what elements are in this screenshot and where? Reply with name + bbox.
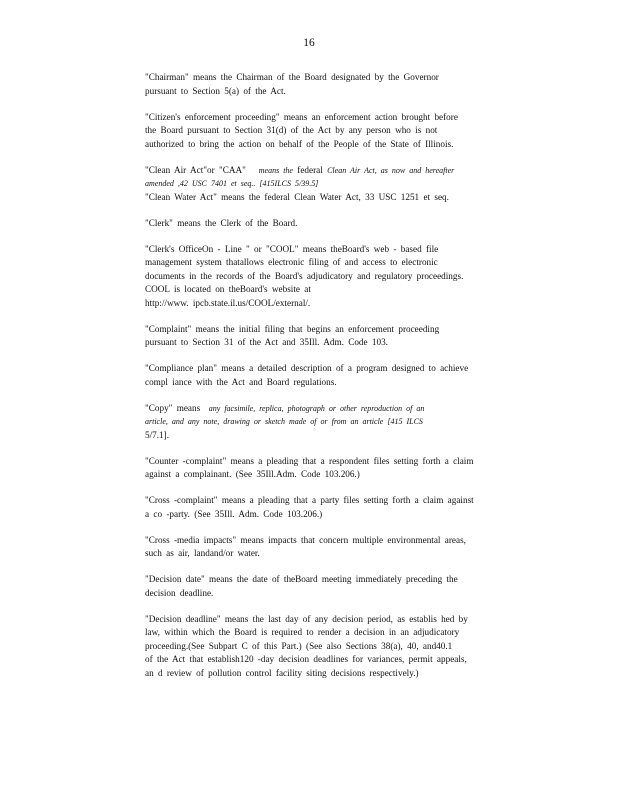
definition-line: [145, 164, 545, 178]
cool-url: http://www. ipcb.state.il.us/COOL/external/.: [145, 297, 311, 308]
definition-line: of the Act that establish120 -day decision deadlines for variances, permit appeals,: [145, 654, 467, 664]
definition-copy: [145, 402, 545, 443]
definition-compliance-plan: [145, 362, 545, 389]
definition-line: "Clean Water Act" means the federal Clean Water Act, 33 USC 1251 et seq.: [145, 191, 449, 202]
definition-line: decision deadline.: [145, 587, 214, 598]
definition-cross-complaint: [145, 494, 545, 521]
definition-line: pursuant to Section 31 of the Act and 35Ill. Adm. Code 103.: [145, 337, 388, 347]
definition-cool: [145, 243, 545, 311]
page-number: 16: [303, 37, 315, 49]
definition-term: "Clean Air Act"or "CAA": [145, 164, 246, 175]
definition-line: "Decision deadline" means the last day of any decision period, as establis hed by: [145, 613, 468, 624]
definition-line: "Cross -complaint" means a pleading that a party files setting forth a claim against: [145, 495, 474, 505]
definition-line: "Clerk" means the Clerk of the Board.: [145, 217, 298, 228]
definition-decision-date: [145, 573, 545, 600]
definition-line: "Cross -media impacts" means impacts that concern multiple environmental areas,: [145, 534, 466, 545]
definition-complaint: [145, 323, 545, 350]
definition-cross-media-impacts: [145, 534, 545, 561]
definition-line: against a complainant. (See 35Ill.Adm. Code 103.206.): [145, 469, 360, 479]
definition-line: "Compliance plan" means a detailed description of a program designed to achieve: [145, 363, 469, 373]
definition-line: law, within which the Board is required to render a decision in an adjudicatory: [145, 627, 460, 637]
definition-line: such as air, landand/or water.: [145, 548, 260, 558]
definition-line: proceeding.(See Subpart C of this Part.) (See also Sections 38(a), 40, and40.1: [145, 640, 453, 651]
definition-citizens-enforcement: [145, 111, 545, 152]
definition-line: article, and any note, drawing or sketch made of or from an article [415 ILCS: [145, 417, 423, 426]
definition-clerk: [145, 217, 545, 231]
definition-line: a co -party. (See 35Ill. Adm. Code 103.206.): [145, 508, 323, 519]
definition-line: "Citizen's enforcement proceeding" means an enforcement action brought before: [145, 111, 458, 122]
definition-line: "Chairman" means the Chairman of the Board designated by the Governor: [145, 72, 439, 82]
definition-line: an d review of pollution control facility siting decisions respectively.): [145, 667, 419, 678]
definition-italic-text: means the: [258, 165, 293, 175]
definition-clean-air-act: [145, 164, 545, 191]
definition-line: "Clerk's OfficeOn - Line " or "COOL" means theBoard's web - based file: [145, 243, 439, 254]
definition-chairman: [145, 71, 545, 98]
definition-line: COOL is located on theBoard's website at: [145, 284, 311, 294]
definition-line: amended ,42 USC 7401 et seq.. [415ILCS 5/39.5]: [145, 179, 319, 188]
definition-clean-water-act: [145, 191, 545, 205]
definition-line: "Counter -complaint" means a pleading that a respondent files setting forth a claim: [145, 455, 474, 466]
definition-text: federal: [297, 164, 323, 175]
definition-italic-text: Clean Air Act, as now and hereafter: [327, 165, 455, 175]
definitions-list: [145, 71, 545, 693]
definition-line: documents in the records of the Board's adjudicatory and regulatory proceedings.: [145, 270, 464, 281]
definition-counter-complaint: [145, 455, 545, 482]
definition-line: compl iance with the Act and Board regulations.: [145, 376, 337, 387]
definition-line: authorized to bring the action on behalf of the People of the State of Illinois.: [145, 138, 454, 149]
definition-line: "Complaint" means the initial filing that begins an enforcement proceeding: [145, 323, 440, 334]
definition-italic-text: any facsimile, replica, photograph or other reproduction of an: [208, 403, 425, 413]
definition-line: [145, 402, 545, 416]
definition-line: "Decision date" means the date of theBoard meeting immediately preceding the: [145, 574, 458, 584]
definition-decision-deadline: [145, 613, 545, 681]
definition-line: the Board pursuant to Section 31(d) of the Act by any person who is not: [145, 125, 438, 135]
definition-line: 5/7.1].: [145, 429, 169, 440]
definition-term: "Copy" means: [145, 402, 201, 413]
definition-line: management system thatallows electronic filing of and access to electronic: [145, 257, 438, 267]
definition-line: pursuant to Section 5(a) of the Act.: [145, 85, 286, 96]
